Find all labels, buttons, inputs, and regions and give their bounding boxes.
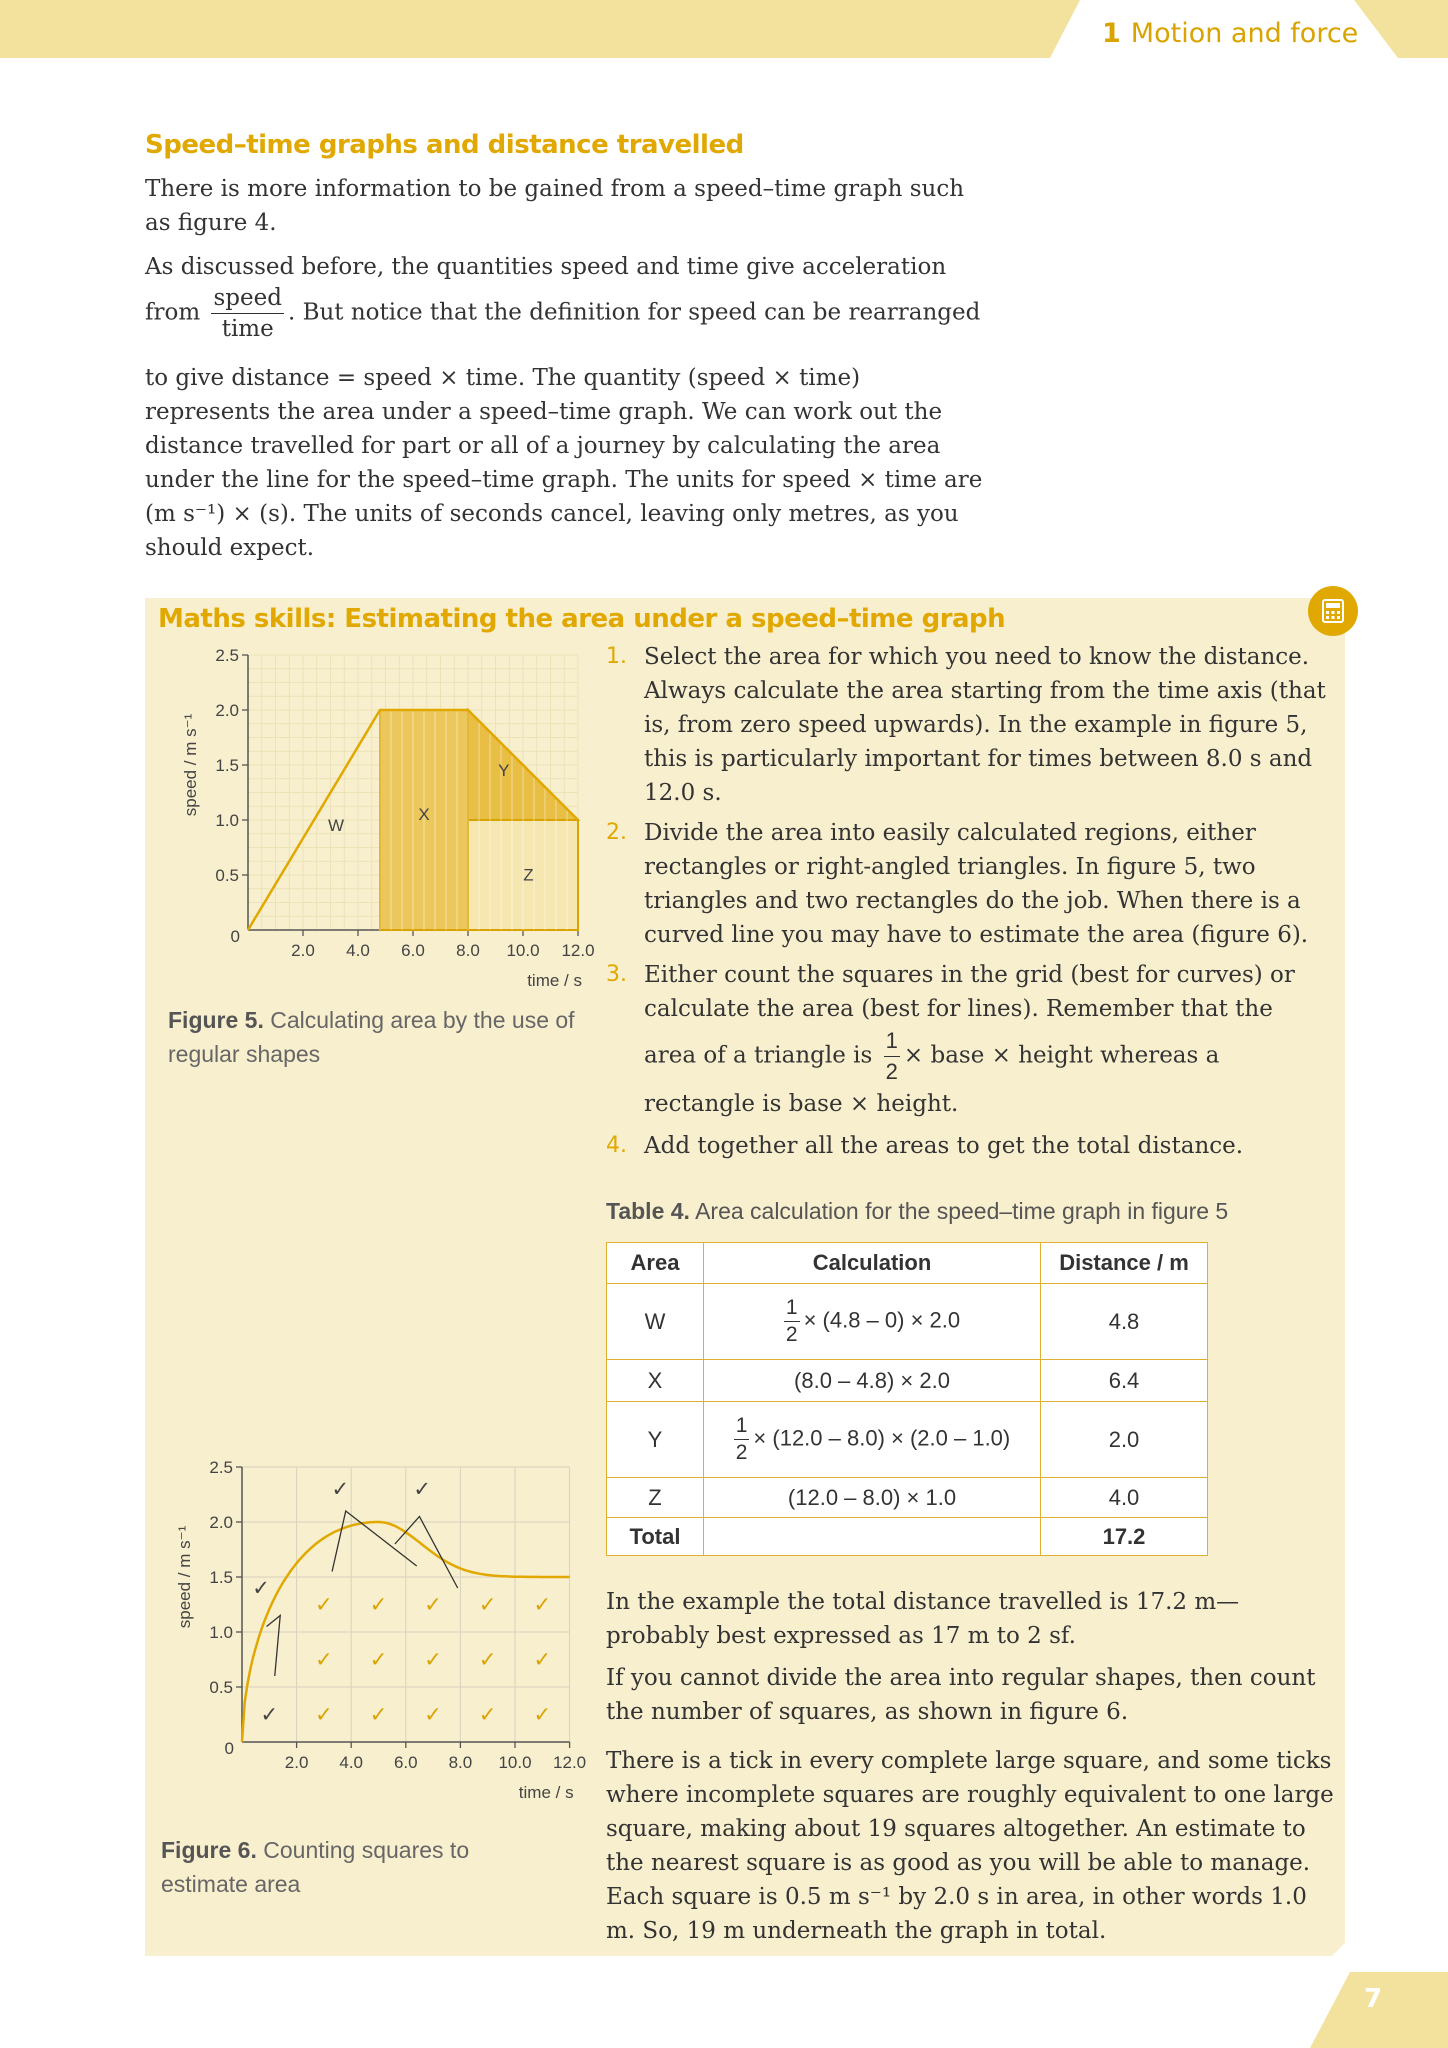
paragraph-3: to give distance = speed × time. The quantity (speed × time) represents the area under a speed–time graph. We can work out the distance travelled for part or all of a journey by calculating the area under the line for the speed–time graph. The units for speed × time are (m s⁻¹) × (s). The units of seconds cancel, leaving only metres, as you should expect. [145, 365, 983, 561]
square-tick-mark: ✓ [533, 1648, 552, 1672]
total-empty-cell [704, 1518, 1041, 1556]
cell-area: X [607, 1360, 704, 1402]
figure-5-graph [150, 640, 610, 990]
table-caption-text: Area calculation for the speed–time graph in figure 5 [695, 1198, 1229, 1224]
step-number: 4. [606, 1133, 627, 1158]
figure-6-graph [150, 1456, 610, 1816]
partial-square-tick-mark: ✓ [413, 1478, 431, 1501]
speed-over-time-fraction [211, 283, 283, 344]
step-1 [606, 640, 1326, 810]
square-tick-mark: ✓ [424, 1703, 442, 1727]
calculator-icon [1308, 586, 1358, 636]
table-row [607, 1402, 1208, 1478]
figure-6-caption [161, 1833, 521, 1901]
figure-5-caption-text: Calculating area by the use of regular shapes [168, 1007, 575, 1067]
step-number: 1. [606, 644, 627, 669]
section-heading: Speed–time graphs and distance travelled [145, 130, 744, 160]
paragraph-2-from: from [145, 299, 201, 326]
y-tick-label: 1.5 [209, 1568, 233, 1587]
x-axis-label: time / s [518, 1783, 574, 1802]
step-3 [606, 958, 1326, 1121]
origin-label: 0 [230, 927, 240, 946]
table-total-row [607, 1518, 1208, 1556]
square-tick-mark: ✓ [260, 1703, 279, 1727]
page-number: 7 [1364, 1984, 1383, 2014]
fraction-denominator: 2 [785, 1323, 798, 1346]
fraction-numerator: 1 [884, 1026, 900, 1057]
x-tick-label: 12.0 [561, 941, 595, 960]
x-tick-label: 4.0 [339, 1753, 364, 1772]
header-calculation: Calculation [704, 1243, 1041, 1284]
step-4 [606, 1129, 1326, 1163]
step-number: 3. [606, 962, 627, 987]
x-tick-label: 10.0 [506, 941, 540, 960]
step-number: 2. [606, 820, 627, 845]
x-tick-label: 12.0 [553, 1753, 587, 1772]
region-label-x: X [418, 805, 430, 824]
y-tick-label: 1.0 [209, 1623, 233, 1642]
cell-calculation: (12.0 – 8.0) × 1.0 [704, 1478, 1041, 1518]
table-row [607, 1284, 1208, 1360]
cell-distance: 4.0 [1041, 1478, 1208, 1518]
fraction-denominator: time [221, 316, 274, 342]
x-tick-label: 2.0 [284, 1753, 309, 1772]
cell-calculation [704, 1284, 1041, 1360]
x-tick-label: 8.0 [448, 1753, 473, 1772]
cell-distance: 6.4 [1041, 1360, 1208, 1402]
y-tick-label: 2.5 [215, 646, 239, 665]
square-tick-mark: ✓ [315, 1593, 333, 1617]
fraction-denominator: 2 [885, 1059, 898, 1084]
paragraph-total-distance: In the example the total distance travelled is 17.2 m—probably best expressed as 17 m to 2 sf. [606, 1589, 1240, 1649]
y-tick-label: 2.0 [215, 701, 239, 720]
cell-calculation: (8.0 – 4.8) × 2.0 [704, 1360, 1041, 1402]
cell-distance: 4.8 [1041, 1284, 1208, 1360]
region-label-z: Z [523, 865, 534, 885]
fraction-numerator: speed [211, 283, 283, 314]
figure-5-caption [168, 1003, 588, 1071]
square-tick-mark: ✓ [424, 1648, 442, 1672]
fraction-numerator: 1 [784, 1295, 800, 1322]
y-axis-label: speed / m s⁻¹ [181, 713, 200, 817]
square-tick-mark: ✓ [369, 1593, 388, 1617]
paragraph-2-after: . But notice that the definition for speed can be rearranged [287, 299, 981, 326]
paragraph-2-line1 [145, 250, 975, 284]
header-distance: Distance / m [1041, 1243, 1208, 1284]
paragraph-tick-explanation: There is a tick in every complete large square, and some ticks where incomplete squares are roughly equivalent to one large square, making about 19 squares altogether. An estimate to the nearest square is as good as you will be able to manage. Each square is 0.5 m s⁻¹ by 2.0 s in area, in other words 1.0 m. So, 19 m underneath the graph in total. [606, 1748, 1334, 1944]
calculation-text: × (4.8 – 0) × 2.0 [803, 1307, 961, 1333]
paragraph-count-squares: If you cannot divide the area into regular shapes, then count the number of squares, as shown in figure 6. [606, 1665, 1316, 1725]
x-tick-label: 6.0 [401, 941, 425, 960]
y-tick-label: 1.0 [215, 811, 239, 830]
step-text: Add together all the areas to get the total distance. [644, 1133, 1244, 1159]
y-tick-label: 0.5 [209, 1678, 233, 1697]
cell-calculation [704, 1402, 1041, 1478]
y-tick-label: 2.0 [209, 1513, 233, 1532]
cell-area: Y [607, 1402, 704, 1478]
step-text: Divide the area into easily calculated regions, either rectangles or right-angled triangles. In figure 5, two triangles and two rectangles do the job. When there is a curved line you may have to estimate the area (figure 6). [644, 820, 1309, 948]
fraction-denominator: 2 [735, 1441, 748, 1464]
square-tick-mark: ✓ [533, 1703, 552, 1727]
table-header-row [607, 1243, 1208, 1284]
paragraph-2-fraction-line [145, 283, 1005, 344]
paragraph-2-before: As discussed before, the quantities speed and time give acceleration [145, 254, 947, 280]
step-text: Select the area for which you need to know the distance. Always calculate the area starting from the time axis (that is, from zero speed upwards). In the example in figure 5, this is particularly important for times between 8.0 s and 12.0 s. [644, 644, 1326, 806]
square-tick-mark: ✓ [533, 1593, 552, 1617]
square-tick-mark: ✓ [315, 1648, 333, 1672]
total-value: 17.2 [1041, 1518, 1208, 1556]
paragraph-1: There is more information to be gained from a speed–time graph such as figure 4. [145, 176, 965, 236]
table-caption-label: Table 4. [606, 1198, 690, 1224]
table-4-caption [606, 1198, 1228, 1225]
square-tick-mark: ✓ [369, 1648, 388, 1672]
y-tick-label: 1.5 [215, 756, 239, 775]
y-axis-label: speed / m s⁻¹ [175, 1525, 194, 1629]
x-tick-label: 4.0 [346, 941, 370, 960]
cell-area: Z [607, 1478, 704, 1518]
partial-square-tick-mark: ✓ [252, 1577, 270, 1600]
x-tick-label: 8.0 [456, 941, 480, 960]
half-fraction [734, 1413, 750, 1466]
chapter-title [1102, 18, 1358, 49]
square-pair-marker [267, 1616, 281, 1677]
x-axis-label: time / s [527, 971, 582, 990]
fraction-numerator: 1 [734, 1413, 750, 1440]
cell-distance: 2.0 [1041, 1402, 1208, 1478]
figure-5-caption-label: Figure 5. [168, 1007, 264, 1033]
figure-6-caption-label: Figure 6. [161, 1837, 257, 1863]
chapter-name: Motion and force [1130, 18, 1359, 49]
partial-square-tick-mark: ✓ [331, 1478, 350, 1501]
step-text-b: × base × height whereas a rectangle is base × height. [644, 1042, 1220, 1117]
cell-area: W [607, 1284, 704, 1360]
figure-6-caption-text: Counting squares to estimate area [161, 1837, 470, 1897]
square-tick-mark: ✓ [315, 1703, 333, 1727]
x-tick-label: 2.0 [291, 941, 315, 960]
total-label: Total [607, 1518, 704, 1556]
square-tick-mark: ✓ [478, 1703, 497, 1727]
step-2 [606, 816, 1326, 952]
square-tick-mark: ✓ [369, 1703, 388, 1727]
y-tick-label: 2.5 [209, 1458, 233, 1477]
square-tick-mark: ✓ [478, 1648, 497, 1672]
calculation-text: × (12.0 – 8.0) × (2.0 – 1.0) [753, 1425, 1011, 1451]
area-calculation-table [606, 1242, 1208, 1556]
steps-list [606, 640, 1326, 1169]
origin-label: 0 [224, 1739, 234, 1758]
header-area: Area [607, 1243, 704, 1284]
table-row [607, 1478, 1208, 1518]
region-label-w: W [327, 816, 345, 835]
step-text-a: Either count the squares in the grid (best for curves) or calculate the area (best for lines). Remember that the area of a triangle is [644, 962, 1295, 1069]
square-pair-marker [332, 1511, 417, 1572]
region-label-y: Y [498, 761, 510, 780]
x-tick-label: 10.0 [498, 1753, 532, 1772]
square-tick-mark: ✓ [478, 1593, 497, 1617]
half-fraction [884, 1026, 900, 1087]
half-fraction [784, 1295, 800, 1348]
square-tick-mark: ✓ [424, 1593, 442, 1617]
table-row [607, 1360, 1208, 1402]
maths-box-heading: Maths skills: Estimating the area under a speed–time graph [158, 604, 1006, 634]
y-tick-label: 0.5 [215, 866, 239, 885]
chapter-number: 1 [1102, 18, 1121, 49]
x-tick-label: 6.0 [393, 1753, 418, 1772]
